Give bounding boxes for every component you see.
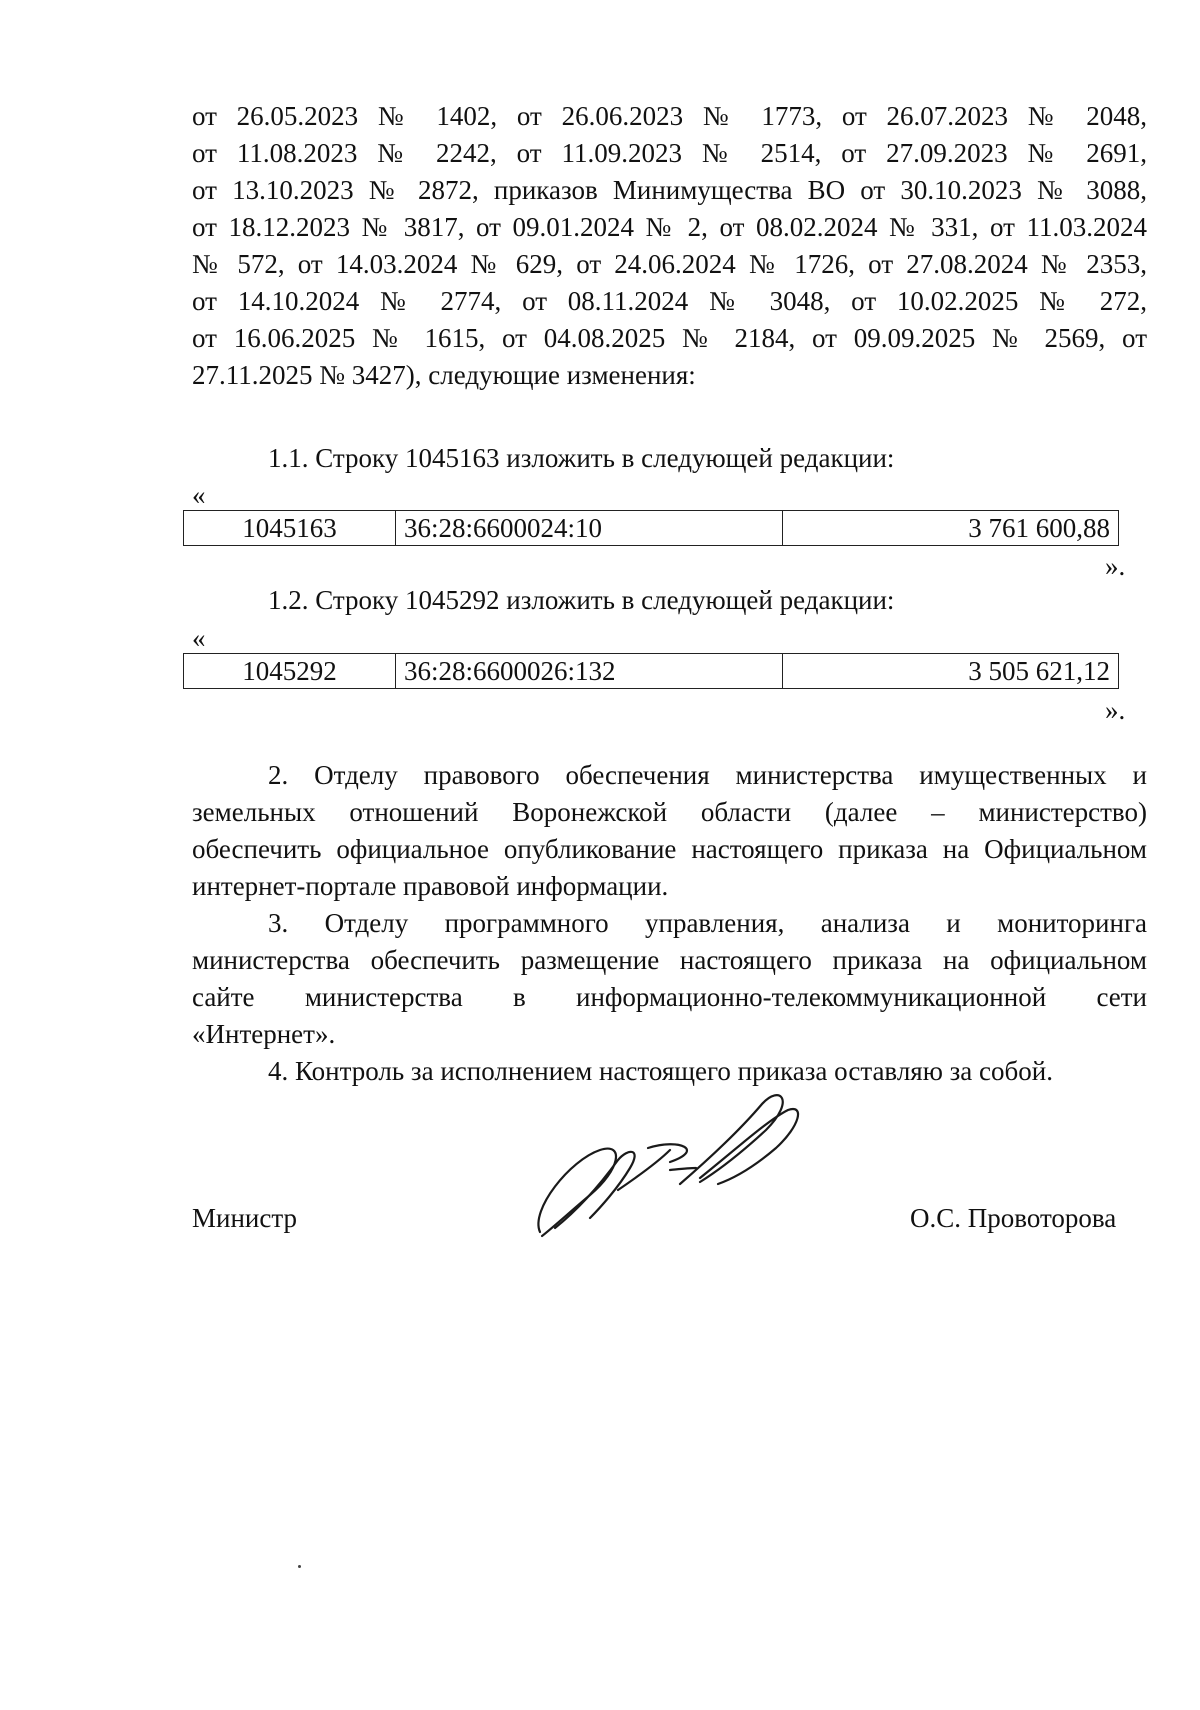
item-3-line: министерства обеспечить размещение настоящего приказа на официальном (192, 945, 1147, 975)
item-1-1-close-quote: ». (1105, 551, 1126, 581)
item-2-line: обеспечить официальное опубликование настоящего приказа на Официальном (192, 834, 1147, 864)
item-3-line: «Интернет». (192, 1019, 336, 1049)
item-1-2-open-quote: « (192, 623, 206, 653)
value-cell: 3 761 600,88 (783, 511, 1119, 546)
table-row (184, 654, 1119, 689)
item-4-paragraph: 4. Контроль за исполнением настоящего приказа оставляю за собой. (268, 1056, 1053, 1086)
intro-line: от 18.12.2023 № 3817, от 09.01.2024 № 2, от 08.02.2024 № 331, от 11.03.2024 (192, 212, 1147, 242)
item-1-1-table (183, 510, 1119, 546)
table-row (184, 511, 1119, 546)
intro-line: от 14.10.2024 № 2774, от 08.11.2024 № 3048, от 10.02.2025 № 272, (192, 286, 1147, 316)
stray-mark (298, 1565, 301, 1568)
value-cell: 3 505 621,12 (783, 654, 1119, 689)
item-2-paragraph (192, 757, 1147, 905)
handwritten-signature (530, 1090, 830, 1250)
intro-paragraph (192, 98, 1147, 394)
item-1-2-close-quote: ». (1105, 695, 1126, 725)
item-2-line: земельных отношений Воронежской области (далее – министерство) (192, 797, 1147, 827)
intro-line: от 11.08.2023 № 2242, от 11.09.2023 № 2514, от 27.09.2023 № 2691, (192, 138, 1147, 168)
row-number-cell: 1045292 (184, 654, 396, 689)
intro-line: 27.11.2025 № 3427), следующие изменения: (192, 360, 696, 390)
item-3-line: сайте министерства в информационно-телекоммуникационной сети (192, 982, 1147, 1012)
intro-line: от 16.06.2025 № 1615, от 04.08.2025 № 2184, от 09.09.2025 № 2569, от (192, 323, 1147, 353)
intro-line: от 13.10.2023 № 2872, приказов Минимущества ВО от 30.10.2023 № 3088, (192, 175, 1147, 205)
signatory-title: Министр (192, 1203, 297, 1233)
item-1-2-heading: 1.2. Строку 1045292 изложить в следующей редакции: (268, 585, 895, 615)
cadastral-number-cell: 36:28:6600024:10 (396, 511, 783, 546)
item-1-2-table (183, 653, 1119, 689)
item-3-line: 3. Отделу программного управления, анализа и мониторинга (268, 908, 1147, 938)
item-3-paragraph (192, 905, 1147, 1053)
intro-line: от 26.05.2023 № 1402, от 26.06.2023 № 1773, от 26.07.2023 № 2048, (192, 101, 1147, 131)
item-1-1-open-quote: « (192, 480, 206, 510)
item-2-line: 2. Отделу правового обеспечения министерства имущественных и (268, 760, 1147, 790)
signatory-name: О.С. Провоторова (910, 1203, 1117, 1233)
item-2-line: интернет-портале правовой информации. (192, 871, 669, 901)
item-1-1-heading: 1.1. Строку 1045163 изложить в следующей редакции: (268, 443, 895, 473)
row-number-cell: 1045163 (184, 511, 396, 546)
intro-line: № 572, от 14.03.2024 № 629, от 24.06.2024 № 1726, от 27.08.2024 № 2353, (192, 249, 1147, 279)
cadastral-number-cell: 36:28:6600026:132 (396, 654, 783, 689)
